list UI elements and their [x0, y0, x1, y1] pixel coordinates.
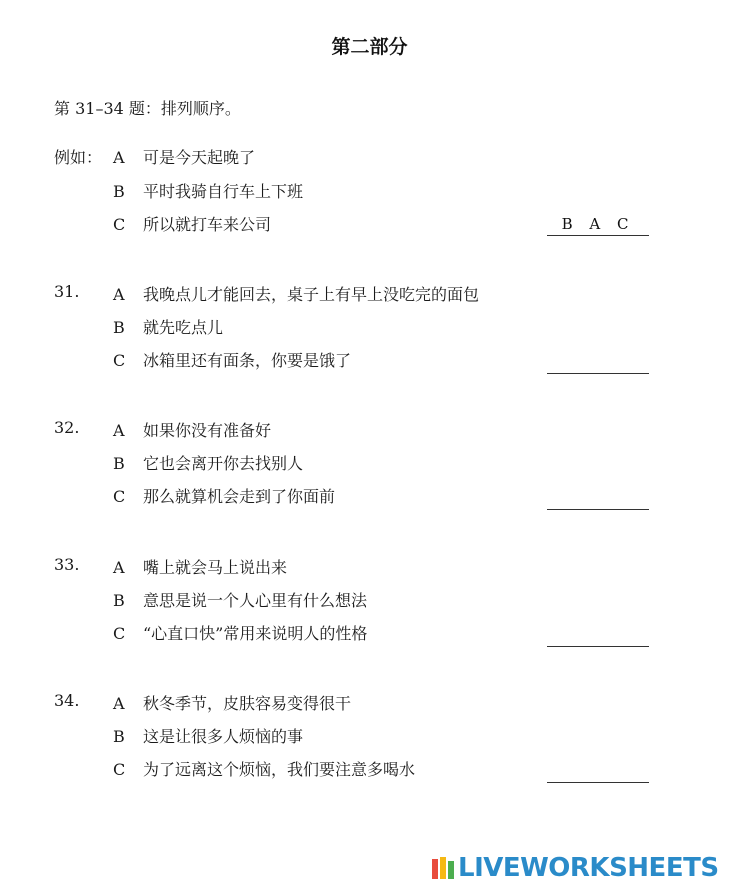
example-option-c — [113, 212, 271, 236]
example-group — [0, 145, 739, 255]
option-c — [113, 757, 415, 781]
option-text: 嘴上就会马上说出来 — [143, 558, 288, 577]
example-option-a — [113, 145, 255, 169]
option-letter: C — [113, 215, 126, 234]
question-number: 32. — [54, 418, 80, 437]
option-letter: A — [113, 694, 125, 713]
option-text: 它也会离开你去找别人 — [143, 454, 304, 473]
option-text: “心直口快”常用来说明人的性格 — [143, 624, 368, 643]
option-b — [113, 451, 303, 475]
option-b — [113, 588, 367, 612]
option-letter: B — [113, 591, 125, 610]
option-text: 所以就打车来公司 — [143, 215, 272, 234]
option-letter: B — [113, 454, 125, 473]
option-text: 那么就算机会走到了你面前 — [143, 487, 336, 506]
option-b — [113, 724, 303, 748]
option-c — [113, 348, 351, 372]
option-letter: C — [113, 624, 126, 643]
option-letter: A — [113, 285, 125, 304]
question-34 — [0, 691, 739, 801]
option-text: 我晚点儿才能回去，桌子上有早上没吃完的面包 — [143, 285, 480, 304]
option-letter: B — [113, 727, 125, 746]
option-letter: C — [113, 351, 126, 370]
question-number: 31. — [54, 282, 80, 301]
option-text: 就先吃点儿 — [143, 318, 224, 337]
liveworksheets-logo — [432, 853, 719, 883]
option-letter: A — [113, 421, 125, 440]
option-text: 可是今天起晚了 — [143, 148, 256, 167]
instruction-text: 第 31–34 题：排列顺序。 — [54, 99, 241, 118]
option-a — [113, 418, 271, 442]
option-letter: A — [113, 558, 125, 577]
answer-input-32[interactable] — [547, 487, 649, 510]
answer-input-34[interactable] — [547, 760, 649, 783]
answer-input-31[interactable] — [547, 351, 649, 374]
question-33 — [0, 555, 739, 665]
option-c — [113, 621, 367, 645]
option-text: 这是让很多人烦恼的事 — [143, 727, 304, 746]
option-letter: B — [113, 318, 125, 337]
example-option-b — [113, 179, 303, 203]
liveworksheets-logo-icon — [432, 857, 454, 879]
option-c — [113, 484, 335, 508]
question-32 — [0, 418, 739, 528]
option-letter: B — [113, 182, 125, 201]
answer-input-33[interactable] — [547, 624, 649, 647]
example-label: 例如： — [54, 148, 103, 167]
option-text: 如果你没有准备好 — [143, 421, 272, 440]
option-a — [113, 555, 287, 579]
question-number: 33. — [54, 555, 80, 574]
example-answer — [547, 213, 649, 236]
option-letter: C — [113, 760, 126, 779]
logo-text: LIVEWORKSHEETS — [458, 853, 719, 883]
option-a — [113, 691, 351, 715]
option-text: 为了远离这个烦恼，我们要注意多喝水 — [143, 760, 416, 779]
question-number: 34. — [54, 691, 80, 710]
option-text: 平时我骑自行车上下班 — [143, 182, 304, 201]
question-31 — [0, 282, 739, 392]
option-letter: A — [113, 148, 125, 167]
page-title: 第二部分 — [331, 36, 408, 58]
option-a — [113, 282, 479, 306]
option-text: 意思是说一个人心里有什么想法 — [143, 591, 368, 610]
option-text: 秋冬季节，皮肤容易变得很干 — [143, 694, 352, 713]
option-b — [113, 315, 223, 339]
option-text: 冰箱里还有面条，你要是饿了 — [143, 351, 352, 370]
option-letter: C — [113, 487, 126, 506]
